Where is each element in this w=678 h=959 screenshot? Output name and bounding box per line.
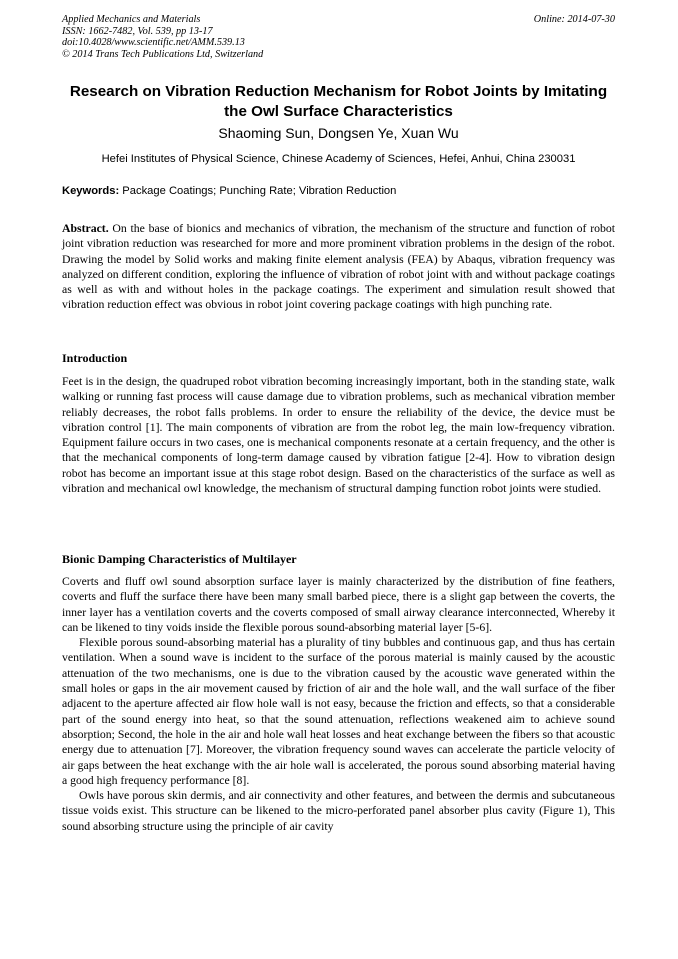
bionic-paragraph-3: Owls have porous skin dermis, and air connectivity and other features, and between the dermis and subcutaneous tissue voids exist. This structure can be likened to the micro-perforated panel absorber plus cavity (Figure 1), This sound absorbing structure using the principle of air cavity: [62, 789, 615, 833]
abstract-text: On the base of bionics and mechanics of vibration, the mechanism of the structure and function of robot joint vibration reduction was researched for more and more prominent vibration problems in the design of the robot. Drawing the model by Solid works and making finite element analysis (FEA) by Abaqus, vibration frequency was analyzed on different condition, exploring the influence of vibration of robot joint with and without package coatings as well as with and without holes in the package coatings. The experiment and simulation result showed that vibration reduction effect was obvious in robot joint covering package coatings with high punching rate.: [62, 222, 615, 312]
journal-info: [62, 14, 263, 60]
bionic-paragraph-2: Flexible porous sound-absorbing material has a plurality of tiny bubbles and continuous gap, and thus has certain ventilation. When a sound wave is incident to the surface of the porous material is mainly caused by the acoustic attenuation of the two mechanisms, one is due to the vibration caused by the acoustic wave generated within the small holes or gaps in the air movement caused by friction of air and the hole wall, and the wall surface of the fiber adjacent to the aperture affected air flow hole wall is not easy, because the friction and effects, so that a considerable part of the sound energy into heat, so that the sound attenuation, reflections weakened aim to achieve sound absorption; Second, the hole in the air and hole wall heat losses and heat exchange between the fibers so that acoustic energy due to attenuation [7]. Moreover, the vibration frequency sound waves can accelerate the particle velocity of air gaps between the heat exchange with the air hole wall is accelerated, the porous sound absorbing material having a good high frequency performance [8].: [62, 636, 615, 787]
introduction-body: [62, 374, 615, 496]
doi-line: doi:10.4028/www.scientific.net/AMM.539.13: [62, 37, 245, 49]
issn-line: ISSN: 1662-7482, Vol. 539, pp 13-17: [62, 25, 213, 37]
journal-name: Applied Mechanics and Materials: [62, 14, 201, 25]
bionic-heading: Bionic Damping Characteristics of Multilayer: [62, 552, 297, 566]
abstract-label: Abstract.: [62, 222, 109, 235]
authors: Shaoming Sun, Dongsen Ye, Xuan Wu: [218, 125, 459, 141]
keywords-text: Package Coatings; Punching Rate; Vibration Reduction: [119, 185, 397, 197]
abstract: [62, 221, 615, 313]
paper-title: Research on Vibration Reduction Mechanism for Robot Joints by Imitating the Owl Surface Characteristics: [69, 83, 608, 120]
introduction-heading: Introduction: [62, 351, 128, 365]
keywords-label: Keywords:: [62, 185, 120, 197]
bionic-body: [62, 574, 615, 834]
online-date: Online: 2014-07-30: [533, 14, 615, 25]
affiliation: Hefei Institutes of Physical Science, Chinese Academy of Sciences, Hefei, Anhui, China 230031: [101, 153, 576, 165]
copyright-line: © 2014 Trans Tech Publications Ltd, Switzerland: [62, 48, 264, 60]
bionic-paragraph-1: Coverts and fluff owl sound absorption surface layer is mainly characterized by the distribution of fine feathers, coverts and fluff the surface there have been many small barbed piece, there is a slight gap between the coverts, the inner layer has a ventilation coverts and the coverts composed of small airway clearance interconnected, Whereby it can be likened to tiny voids inside the flexible porous sound-absorbing material layer [5-6].: [62, 575, 615, 634]
introduction-paragraph: Feet is in the design, the quadruped robot vibration becoming increasingly important, both in the standing state, walk walking or running fast process will cause damage due to vibration problems, such as mechanical vibration member reliably decreases, the robot falls problems. In order to ensure the reliability of the device, the device must be vibration control [1]. The main components of vibration are from the robot leg, the main low-frequency vibration. Equipment failure occurs in two cases, one is mechanical components resonate at a certain frequency, and the other is that the mechanical components of long-term damage caused by vibration fatigue [2-4]. How to vibration design robot has become an important issue at this stage robot design. Based on the characteristics of the surface as well as vibration and mechanical owl knowledge, the mechanism of structural damping function robot joints were studied.: [62, 375, 615, 496]
keywords: [62, 184, 615, 198]
